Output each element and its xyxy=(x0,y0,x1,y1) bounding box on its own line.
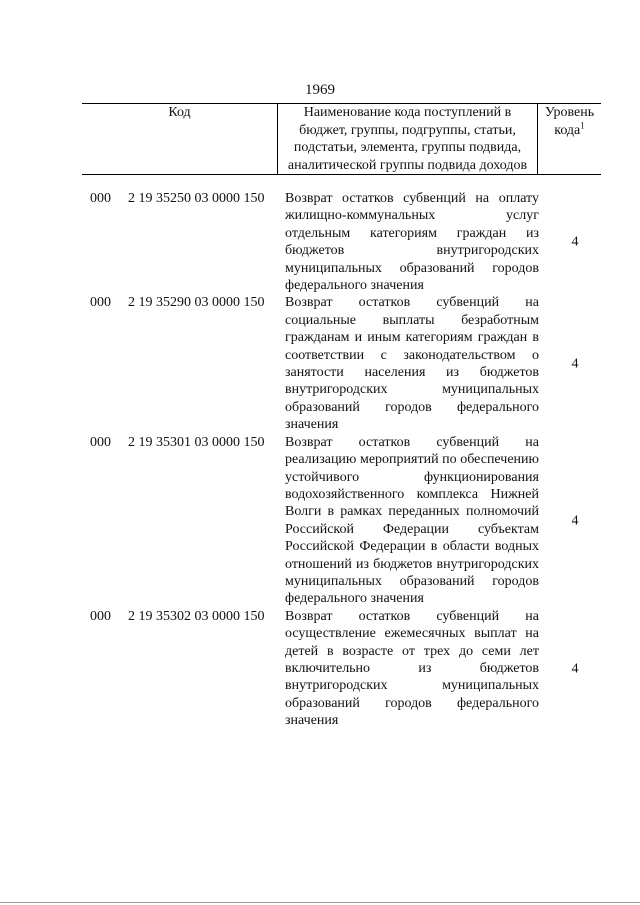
row-name: Возврат остатков субвенций на оплату жилищно-коммунальных услуг отдельным категориям граждан из бюджетов внутригородских муниципальных образований городов федерального значения xyxy=(285,191,539,294)
row-level: 4 xyxy=(571,356,579,372)
row-prefix: 000 xyxy=(90,295,111,311)
table-body xyxy=(0,190,640,730)
row-prefix: 000 xyxy=(90,434,111,450)
row-level: 4 xyxy=(571,234,579,250)
table-row xyxy=(0,434,640,608)
page-number: 1969 xyxy=(305,82,335,98)
row-name: Возврат остатков субвенций на социальные выплаты безработным гражданам и иным категориям граждан в соответствии с законодательством о занятости населения из бюджетов внутригородских муниципальных образований городов федерального значения xyxy=(285,295,539,433)
header-name-cell xyxy=(278,104,538,175)
row-name: Возврат остатков субвенций на осуществление ежемесячных выплат на детей в возрасте от трех до семи лет включительно из бюджетов внутригородских муниципальных образований городов федерального значения xyxy=(285,608,539,729)
header-level-cell xyxy=(538,104,602,175)
row-code: 2 19 35302 03 0000 150 xyxy=(128,608,265,624)
header-code-label: Код xyxy=(168,105,191,120)
table-row xyxy=(0,294,640,433)
table-row xyxy=(0,190,640,294)
row-name: Возврат остатков субвенций на реализацию мероприятий по обеспечению устойчивого функционирования водохозяйственного комплекса Нижней Волги в рамках переданных полномочий Российской Федерации субъектам Российской Федерации в области водных отношений из бюджетов внутригородских муниципальных образований городов федерального значения xyxy=(285,434,539,607)
table-header xyxy=(82,103,601,175)
row-level: 4 xyxy=(571,513,579,529)
level-footnote-marker: 1 xyxy=(580,119,585,130)
row-code: 2 19 35250 03 0000 150 xyxy=(128,191,265,206)
row-code: 2 19 35301 03 0000 150 xyxy=(128,434,265,450)
table-row xyxy=(0,608,640,730)
row-level: 4 xyxy=(571,660,579,676)
row-prefix: 000 xyxy=(90,608,111,624)
header-name-label: Наименование кода поступлений в бюджет, группы, подгруппы, статьи, подстатьи, элемента, группы подвида, аналитической группы подвида доходов xyxy=(287,105,528,173)
header-level-label: Уровень кода xyxy=(544,105,595,138)
page-bottom-edge xyxy=(0,902,640,903)
row-prefix: 000 xyxy=(90,191,111,206)
header-code-cell xyxy=(82,104,278,175)
row-code: 2 19 35290 03 0000 150 xyxy=(128,295,265,311)
